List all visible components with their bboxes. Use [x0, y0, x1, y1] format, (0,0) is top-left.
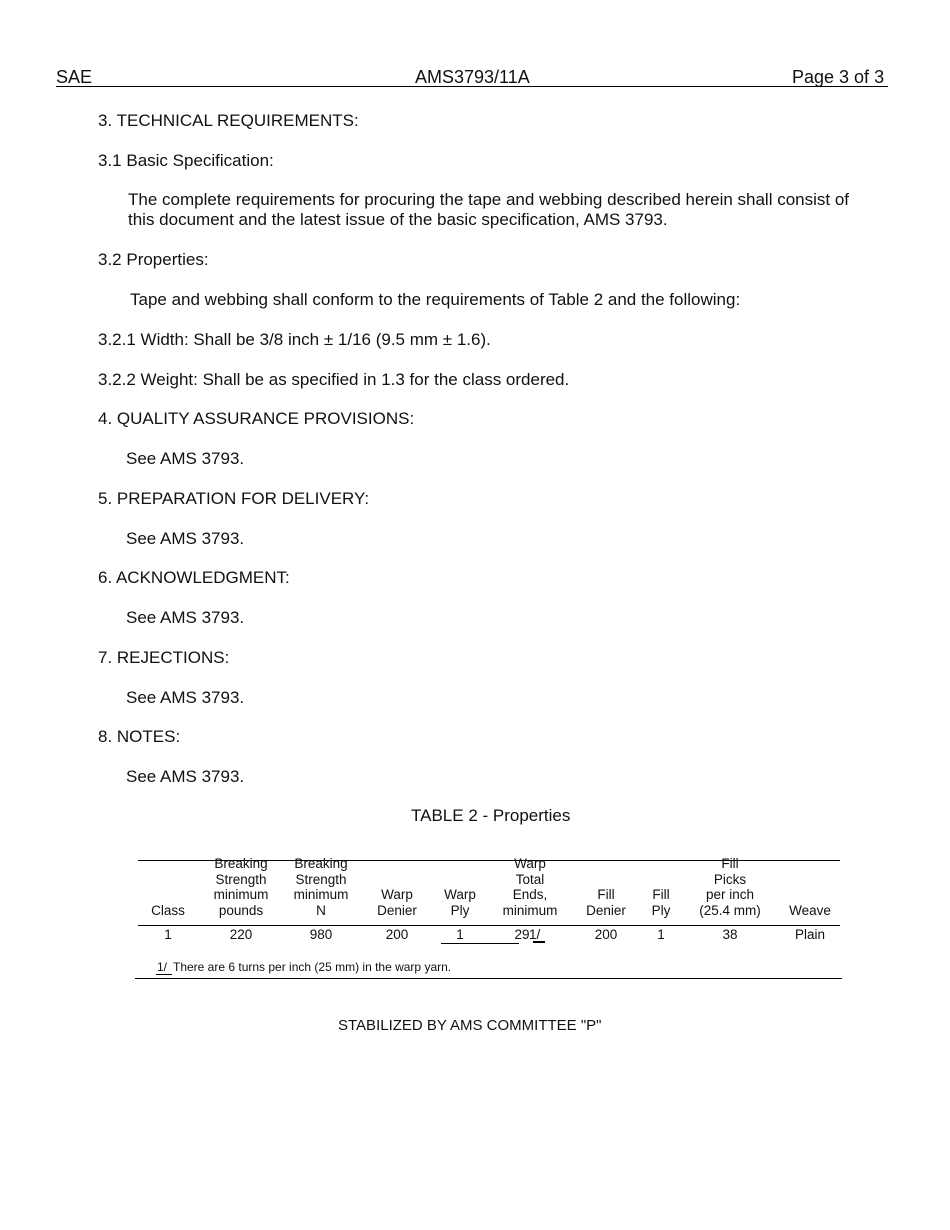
ply-underline [441, 943, 519, 944]
header-page-number: Page 3 of 3 [792, 67, 885, 87]
table-cell: 29 [514, 927, 530, 942]
section-3-2-heading: 3.2 Properties: [98, 250, 209, 269]
section-6-heading: 6. ACKNOWLEDGMENT: [98, 568, 290, 587]
table-header-cell: Ply [651, 902, 671, 918]
table-header-cell: minimum [213, 887, 269, 902]
section-3-2-2: 3.2.2 Weight: Shall be as specified in 1.3 for the class ordered. [98, 370, 570, 389]
table-header-cell: Denier [377, 902, 417, 918]
table-header-cell: pounds [218, 902, 264, 918]
table-header-cell: minimum [293, 887, 349, 902]
table-header-cell: Warp [514, 856, 546, 871]
table-title: TABLE 2 - Properties [411, 806, 571, 825]
table-header-cell: Warp [444, 887, 476, 902]
row-footnote-ref: 1/ [529, 927, 541, 942]
footnote-marker: 1/ [157, 960, 168, 974]
section-6-text: See AMS 3793. [126, 608, 245, 627]
table-header-cell: Denier [586, 902, 626, 918]
table-cell: 220 [229, 927, 253, 942]
table-header-cell: Weave [789, 902, 831, 918]
table-cell: Plain [794, 927, 826, 942]
section-3-heading: 3. TECHNICAL REQUIREMENTS: [98, 111, 359, 130]
section-3-2-text: Tape and webbing shall conform to the requirements of Table 2 and the following: [130, 290, 741, 309]
table-cell: 200 [385, 927, 409, 942]
table-cell: 980 [309, 927, 333, 942]
section-7-text: See AMS 3793. [126, 688, 245, 707]
section-3-1-text: The complete requirements for procuring the tape and webbing described herein shall consist of this document and the latest issue of the basic specification, AMS 3793. [128, 190, 850, 229]
table-header-cell: Strength [215, 871, 267, 887]
table-header-cell: Fill [597, 887, 615, 902]
footnote-text: There are 6 turns per inch (25 mm) in the warp yarn. [173, 960, 452, 974]
table-cell: 1 [456, 927, 464, 942]
table-header-cell: N [316, 902, 326, 918]
section-8-heading: 8. NOTES: [98, 727, 181, 746]
table-header-cell: Strength [295, 871, 347, 887]
table-cell: 38 [722, 927, 738, 942]
section-4-heading: 4. QUALITY ASSURANCE PROVISIONS: [98, 409, 415, 428]
section-8-text: See AMS 3793. [126, 767, 245, 786]
header-left: SAE [56, 67, 93, 87]
table-header-cell: Ends, [512, 887, 548, 902]
table-header-cell: Fill [652, 887, 670, 902]
stabilized-footer: STABILIZED BY AMS COMMITTEE "P" [338, 1017, 602, 1034]
section-3-2-1: 3.2.1 Width: Shall be 3/8 inch ± 1/16 (9.5 mm ± 1.6). [98, 330, 491, 349]
section-4-text: See AMS 3793. [126, 449, 245, 468]
table-header-rule [138, 925, 840, 926]
table-bottom-rule [135, 978, 842, 979]
table-header-cell: Class [151, 902, 185, 918]
table-header-cell: Ply [450, 902, 470, 918]
table-cell: 200 [594, 927, 618, 942]
table-header-cell: Picks [713, 871, 747, 887]
header-rule [56, 86, 888, 87]
header-center: AMS3793/11A [415, 67, 530, 87]
table-cell: 1 [657, 927, 665, 942]
section-5-text: See AMS 3793. [126, 529, 245, 548]
section-5-heading: 5. PREPARATION FOR DELIVERY: [98, 489, 370, 508]
footnote-marker-underline [156, 974, 172, 975]
footnote-ref-underline [533, 941, 545, 943]
section-3-1-heading: 3.1 Basic Specification: [98, 151, 274, 170]
table-header-cell: Total [515, 871, 545, 887]
table-header-cell: Breaking [214, 856, 268, 871]
table-header-cell: per inch [705, 887, 755, 902]
table-header-cell: Warp [381, 887, 413, 902]
table-header-cell: Fill [721, 856, 739, 871]
table-header-cell: Breaking [294, 856, 348, 871]
table-cell: 1 [164, 927, 172, 942]
table-header-cell: (25.4 mm) [699, 902, 761, 918]
section-7-heading: 7. REJECTIONS: [98, 648, 230, 667]
table-header-cell: minimum [502, 902, 558, 918]
